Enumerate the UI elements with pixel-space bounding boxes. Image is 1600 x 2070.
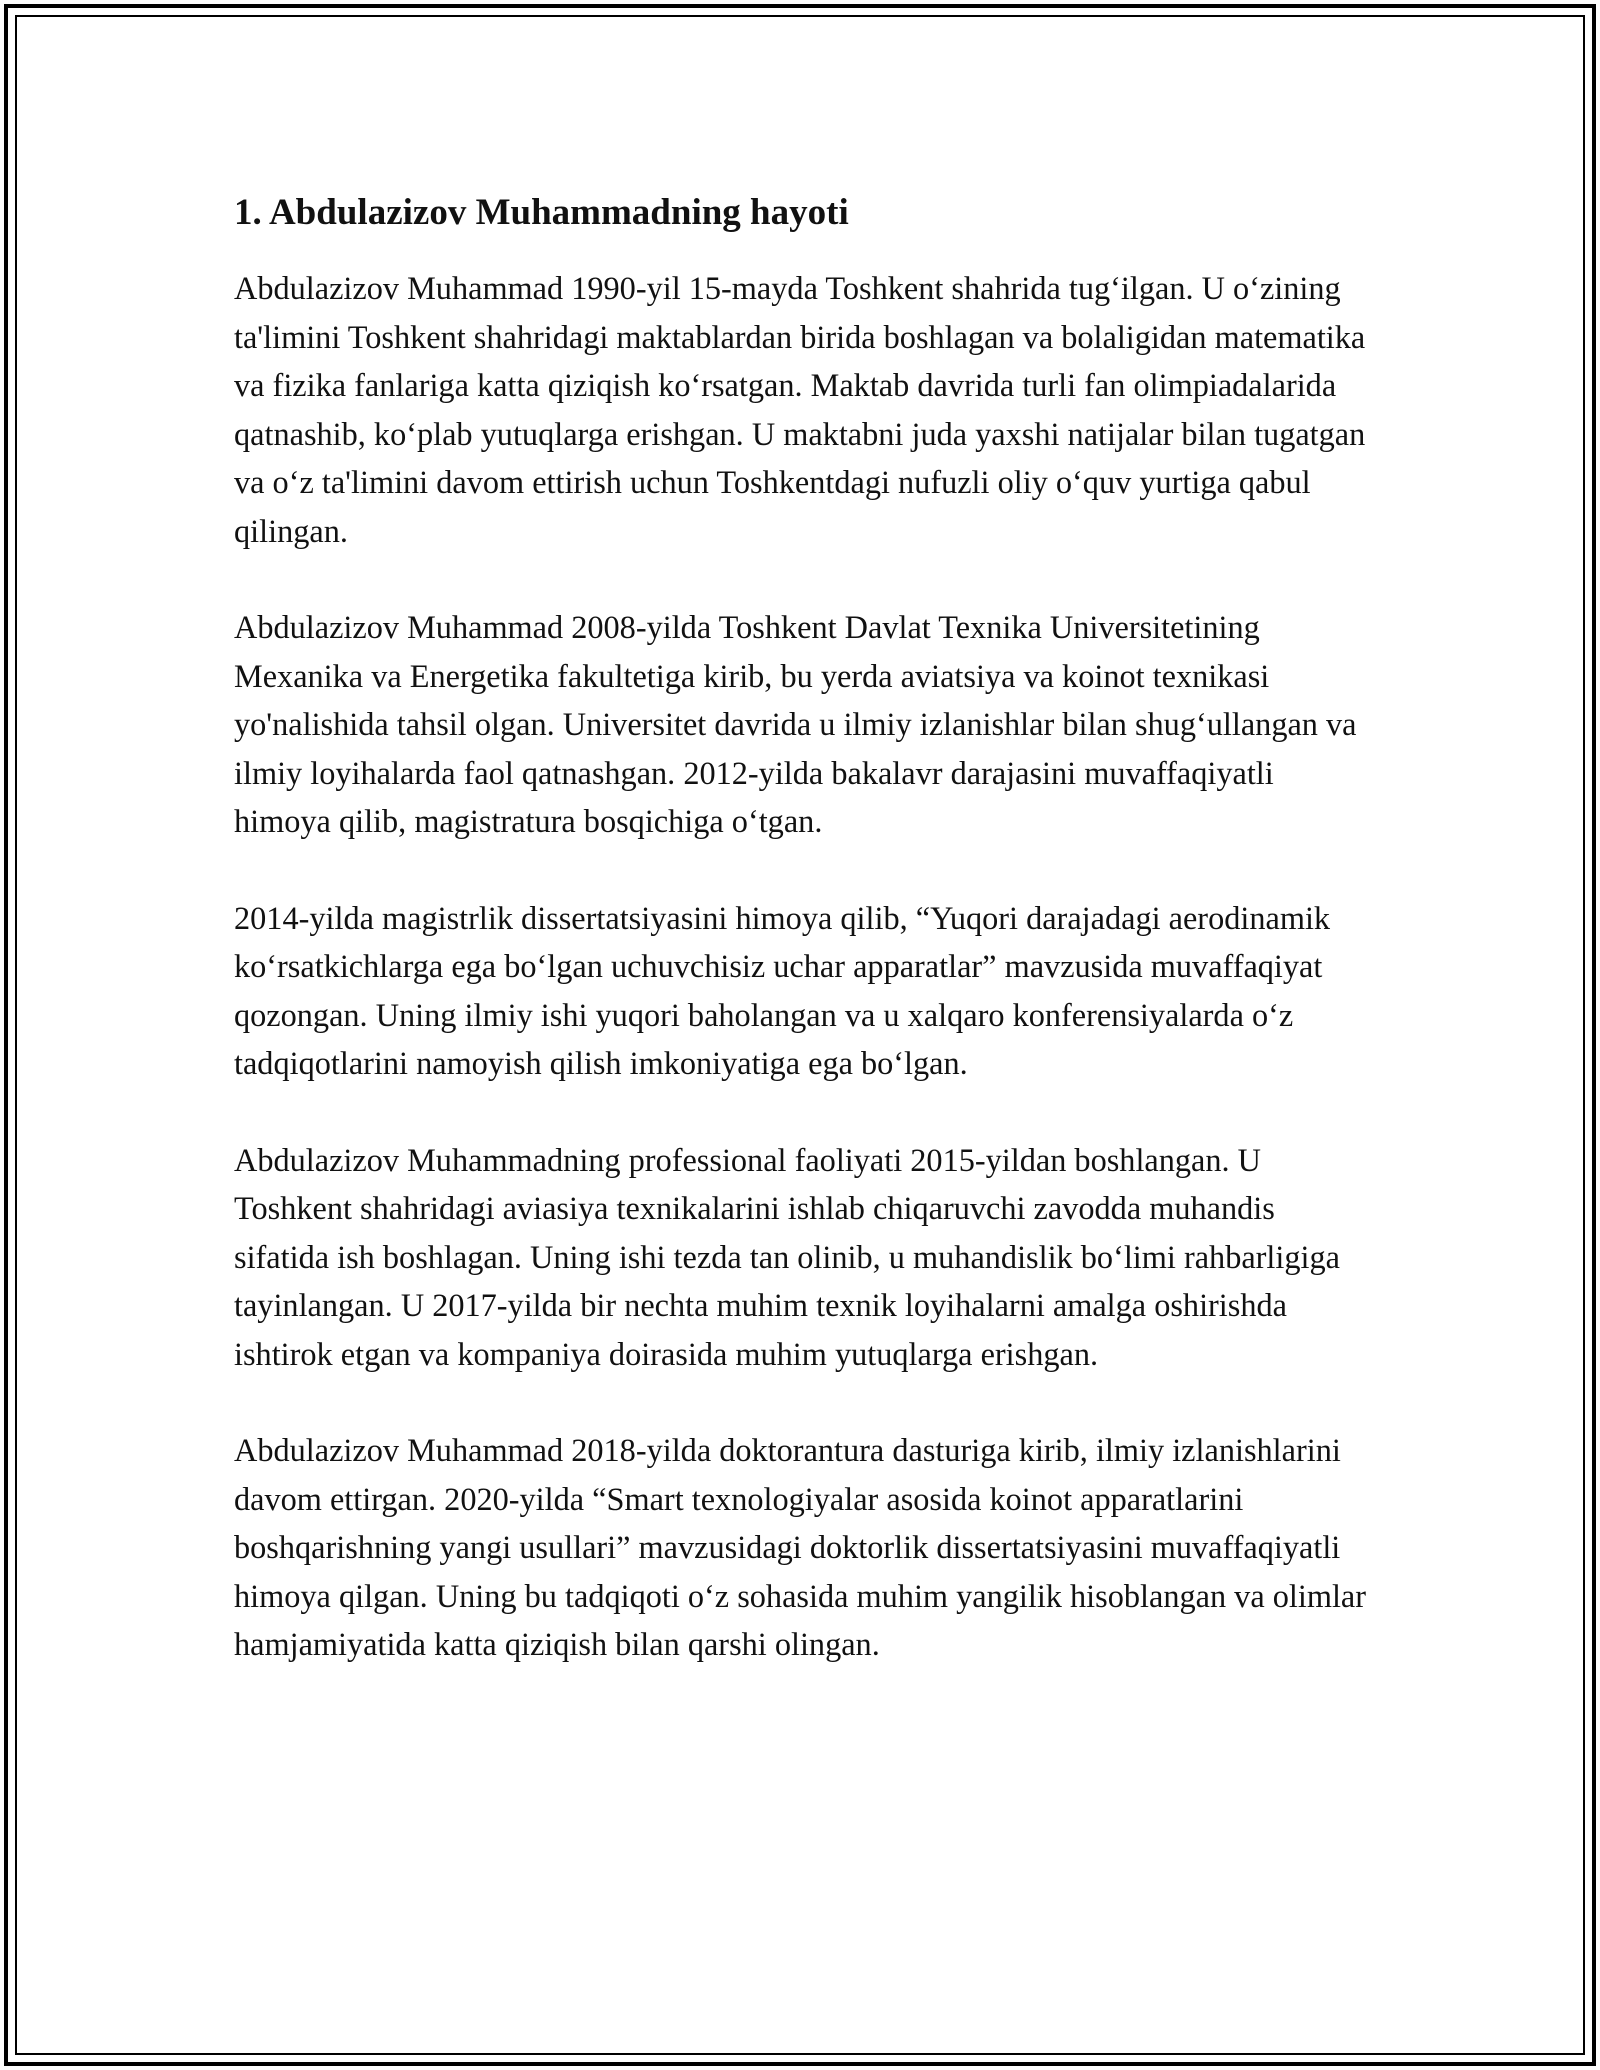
paragraph-masters: 2014-yilda magistrlik dissertatsiyasini himoya qilib, “Yuqori darajadagi aerodinamik ko‘rsatkichlarga ega bo‘lgan uchuvchisiz uchar apparatlar” mavzusida muvaffaqiyat qozongan. Uning ilmiy ishi yuqori baholangan va u xalqaro konferensiyalarda o‘z tadqiqotlarini namoyish qilish imkoniyatiga ega bo‘lgan. [234,899,1331,1081]
paragraph-early-life: Abdulazizov Muhammad 1990-yil 15-mayda Toshkent shahrida tug‘ilgan. U o‘zining ta'limini Toshkent shahridagi maktablardan birida boshlagan va bolaligidan matematika va fizika fanlariga katta qiziqish ko‘rsatgan. Maktab davrida turli fan olimpiadalarida qatnashib, ko‘plab yutuqlarga erishgan. U maktabni juda yaxshi natijalar bilan tugatgan va o‘z ta'limini davom ettirish uchun Toshkentdagi nufuzli oliy o‘quv yurtiga qabul qilingan. [234,270,1366,549]
paragraph-doctorate: Abdulazizov Muhammad 2018-yilda doktorantura dasturiga kirib, ilmiy izlanishlarini davom ettirgan. 2020-yilda “Smart texnologiyalar asosida koinot apparatlarini boshqarishning yangi usullari” mavzusidagi doktorlik dissertatsiyasini muvaffaqiyatli himoya qilgan. Uning bu tadqiqoti o‘z sohasida muhim yangilik hisoblangan va olimlar hamjamiyatida katta qiziqish bilan qarshi olingan. [234,1432,1367,1662]
section-heading: 1. Abdulazizov Muhammadning hayoti [234,192,849,233]
paragraph-career: Abdulazizov Muhammadning professional faoliyati 2015-yildan boshlangan. U Toshkent shahridagi aviasiya texnikalarini ishlab chiqaruvchi zavodda muhandis sifatida ish boshlagan. Uning ishi tezda tan olinib, u muhandislik bo‘limi rahbarligiga tayinlangan. U 2017-yilda bir nechta muhim texnik loyihalarni amalga oshirishda ishtirok etgan va kompaniya doirasida muhim yutuqlarga erishgan. [234,1141,1340,1372]
document-body [234,190,1374,1717]
paragraph-university: Abdulazizov Muhammad 2008-yilda Toshkent Davlat Texnika Universitetining Mexanika va Energetika fakultetiga kirib, bu yerda aviatsiya va koinot texnikasi yo'nalishida tahsil olgan. Universitet davrida u ilmiy izlanishlar bilan shug‘ullangan va ilmiy loyihalarda faol qatnashgan. 2012-yilda bakalavr darajasini muvaffaqiyatli himoya qilib, magistratura bosqichiga o‘tgan. [234,609,1357,839]
